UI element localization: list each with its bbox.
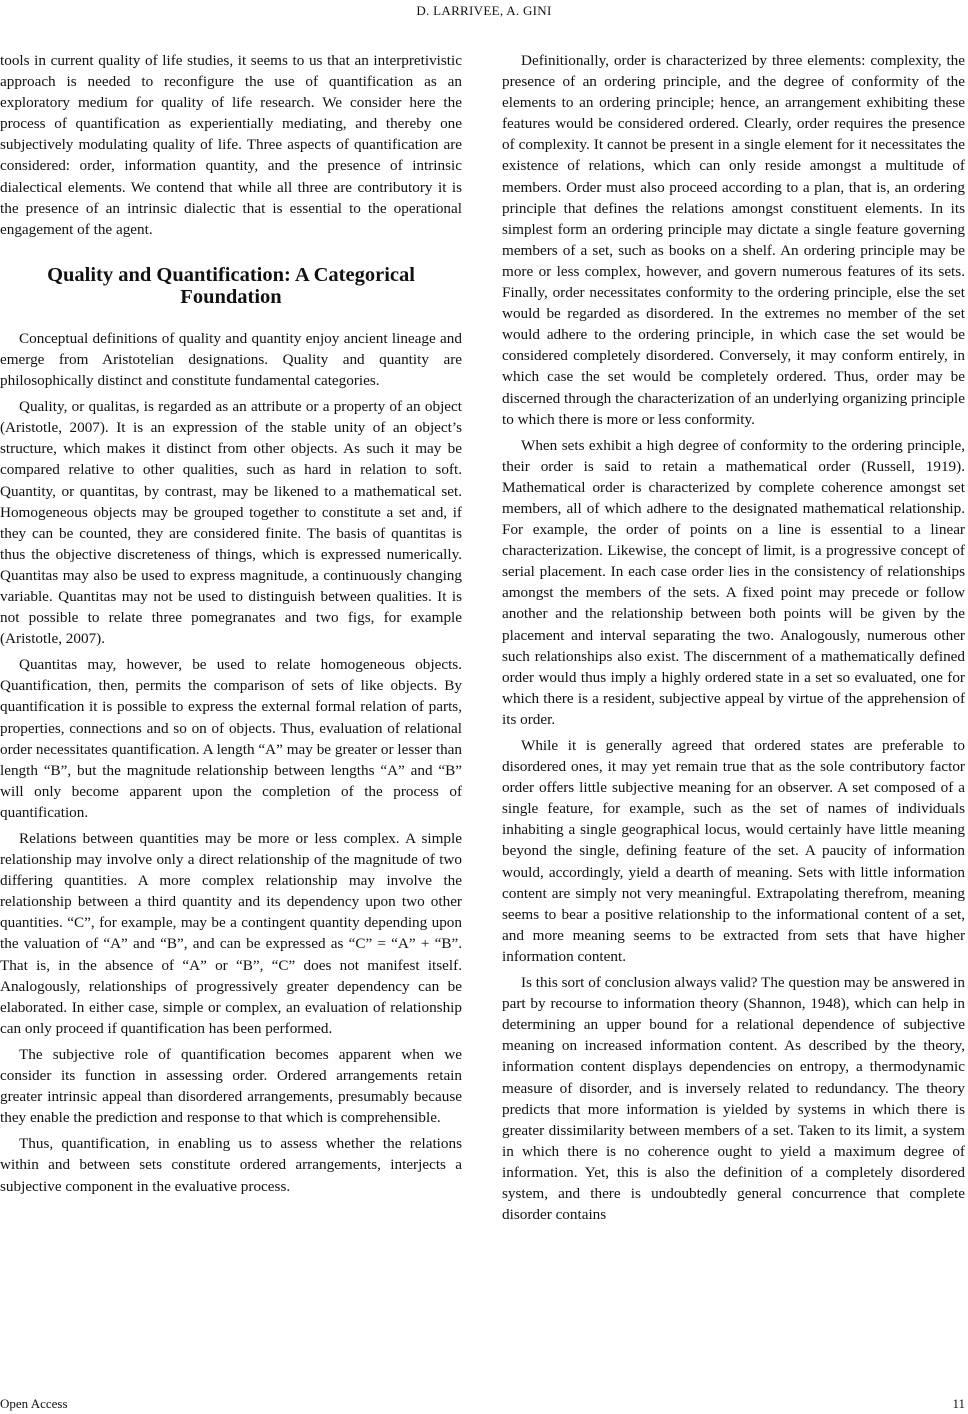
left-column	[0, 50, 462, 1197]
right-column	[502, 50, 965, 1225]
body-paragraph: The subjective role of quantification becomes apparent when we consider its function in assessing order. Ordered arrangements retain greater intrinsic appeal than disordered arrangements, presumably because they enable the prediction and response to that which is comprehensible.	[0, 1045, 462, 1127]
body-paragraph: Conceptual definitions of quality and quantity enjoy ancient lineage and emerge from Aristotelian designations. Quality and quantity are philosophically distinct and constitute fundamental categories.	[0, 329, 462, 390]
journal-label: Open Access	[0, 1396, 68, 1411]
body-paragraph: Thus, quantification, in enabling us to assess whether the relations within and between sets constitute ordered arrangements, interjects a subjective component in the evaluative process.	[0, 1135, 462, 1195]
running-head: D. LARRIVEE, A. GINI	[416, 3, 552, 18]
section-heading: Quality and Quantification: A Categorical Foundation	[47, 263, 415, 308]
page-number: 11	[952, 1396, 965, 1411]
body-paragraph: Quantitas may, however, be used to relate homogeneous objects. Quantification, then, permits the comparison of sets of like objects. By quantification it is possible to express the external formal relation of parts, properties, connections and so on of objects. Thus, evaluation of relational order necessitates quantification. A length “A” may be greater or lesser than length “B”, but the magnitude relationship between lengths “A” and “B” will only become apparent upon the completion of the process of quantification.	[0, 656, 462, 821]
body-paragraph: Definitionally, order is characterized by three elements: complexity, the presence of an ordering principle, and the degree of conformity of the elements to an ordering principle; hence, an arrangement exhibiting these features would be considered ordered. Clearly, order requires the presence of complexity. It cannot be present in a single element for it necessitates the existence of relations, which can only reside amongst a multitude of members. Order must also proceed according to a plan, that is, an ordering principle that defines the relations amongst constituent elements. In its simplest form an ordering principle may dictate a single feature governing members of a set, such as books on a shelf. An ordering principle may be more or less complex, however, and govern numerous features of its sets. Finally, order necessitates conformity to the ordering principle, else the set would be regarded as disordered. In the extremes no member of the set would adhere to the ordering principle, in which case the set would be considered completely disordered. Conversely, it may conform entirely, in which case the set would be completely ordered. Thus, order may be discerned through the characterization of an underlying organizing principle to which there is more or less conformity.	[502, 52, 965, 428]
body-paragraph: While it is generally agreed that ordered states are preferable to disordered ones, it may yet remain true that as the sole contributory factor order offers little subjective meaning for an observer. A set composed of a single feature, for example, such as the set of names of individuals inhabiting a single geographical locus, would certainly have little meaning beyond the single, defining feature of the set. A paucity of information would, accordingly, yield a dearth of meaning. Sets with little information content are simply not very meaningful. Extrapolating therefrom, meaning seems to bear a positive relationship to the informational content of a set, and more meaning seems to be extracted from sets that have higher information content.	[502, 737, 965, 965]
intro-paragraph: tools in current quality of life studies, it seems to us that an interpretivistic approach is needed to reconfigure the use of quantification as an exploratory medium for quality of life research. We consider here the process of quantification as experientially mediating, and thereby one subjectively modulating quality of life. Three aspects of quantification are considered: order, information quantity, and the presence of intrinsic dialectical elements. We contend that while all three are contributory it is the presence of an intrinsic dialectic that is essential to the operational engagement of the agent.	[0, 52, 462, 238]
body-paragraph: Is this sort of conclusion always valid? The question may be answered in part by recourse to information theory (Shannon, 1948), which can help in determining an upper bound for a relational dependence of subjective meaning on increased information content. As described by the theory, information content displays dependencies on entropy, a thermodynamic measure of disorder, and is inversely related to redundancy. The theory predicts that more information is yielded by systems in which there is greater dissimilarity between members of a set. Taken to its limit, a system in which there is no coherence ought to yield a maximum degree of information. Yet, this is also the definition of a completely disordered system, and there is undoubtedly general concurrence that complete disorder contains	[502, 974, 965, 1224]
body-paragraph: When sets exhibit a high degree of conformity to the ordering principle, their order is said to retain a mathematical order (Russell, 1919). Mathematical order is characterized by complete coherence amongst set members, all of which adhere to the designated mathematical relationship. For example, the order of points on a line is essential to a linear characterization. Likewise, the concept of limit, is a progressive concept of serial placement. In each case order lies in the consistency of relationships amongst the members of the sets. A fixed point may precede or follow another and the relationship between both points will be given by the placement and interval separating the two. Analogously, numerous other such relationships also exist. The discernment of a mathematically defined order would thus imply a highly ordered state in a set so evaluated, one for which there is a resident, subjective appeal by virtue of the apprehension of its order.	[502, 436, 965, 728]
body-paragraph: Relations between quantities may be more or less complex. A simple relationship may involve only a direct relationship of the magnitude of two differing quantities. A more complex relationship may involve the relationship between a third quantity and its dependency upon two other quantities. “C”, for example, may be a contingent quantity depending upon the valuation of “A” and “B”, and can be expressed as “C” = “A” + “B”. That is, in the absence of “A” or “B”, “C” does not manifest itself. Analogously, relationships of progressively greater dependency can be elaborated. In either case, simple or complex, an evaluation of relationship can only proceed if quantification has been performed.	[0, 830, 462, 1037]
body-paragraph: Quality, or qualitas, is regarded as an attribute or a property of an object (Aristotle, 2007). It is an expression of the stable unity of an object’s structure, which makes it distinct from other objects. As such it may be compared relative to other qualities, such as hard in relation to soft. Quantity, or quantitas, by contrast, may be likened to a mathematical set. Homogeneous objects may be grouped together to constitute a set and, if they can be counted, they are considered finite. The basis of quantitas is thus the objective discreteness of things, which is expressed numerically. Quantitas may also be used to express magnitude, a continuously changing variable. Quantitas may not be used to distinguish between qualities. It is not possible to relate three pomegranates and two figs, for example (Aristotle, 2007).	[0, 398, 462, 648]
